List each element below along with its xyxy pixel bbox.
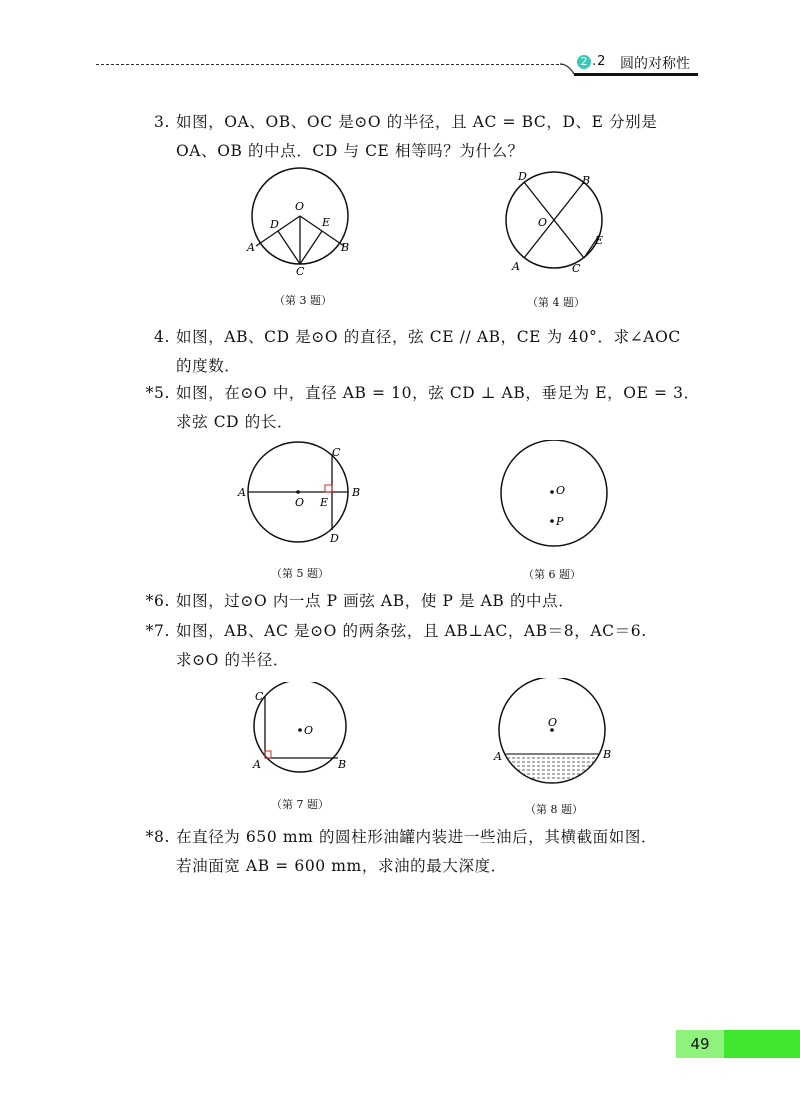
- caption-q4: （第 4 题）: [527, 296, 585, 309]
- caption-q7: （第 7 题）: [271, 798, 329, 811]
- label-P: P: [556, 515, 564, 528]
- label-C: C: [296, 265, 305, 278]
- problem-4: [140, 323, 720, 381]
- label-B: B: [341, 241, 350, 254]
- problem-text-line: 如图，在⊙O 中，直径 AB = 10，弦 CD ⊥ AB，垂足为 E，OE = 3．: [176, 384, 700, 402]
- problem-6: [140, 587, 720, 616]
- caption-q6: （第 6 题）: [523, 568, 581, 581]
- label-C: C: [572, 262, 581, 275]
- header-rule: [574, 73, 698, 76]
- caption-q3: （第 3 题）: [274, 294, 332, 307]
- label-E: E: [320, 496, 329, 509]
- problem-text-line: 如图，AB、AC 是⊙O 的两条弦，且 AB⊥AC，AB＝8，AC＝6.: [176, 622, 647, 640]
- problem-text-line: 如图，AB、CD 是⊙O 的直径，弦 CE // AB，CE 为 40°．求∠AOC: [176, 328, 681, 346]
- problem-text-line: 若油面宽 AB = 600 mm，求油的最大深度．: [176, 857, 507, 875]
- label-B: B: [352, 486, 361, 499]
- problem-text-line: 的度数．: [176, 357, 241, 375]
- label-O: O: [295, 200, 305, 213]
- problem-text-line: 求⊙O 的半径．: [176, 651, 289, 669]
- figure-q3: [244, 166, 364, 278]
- figure-q7: [248, 682, 358, 776]
- label-D: D: [330, 532, 339, 545]
- problem-text-line: 如图，过⊙O 内一点 P 画弦 AB，使 P 是 AB 的中点．: [176, 592, 575, 610]
- problem-number: 4.: [154, 328, 170, 346]
- problem-number: 3.: [154, 113, 170, 131]
- problem-text-line: 如图，OA、OB、OC 是⊙O 的半径，且 AC = BC，D、E 分别是: [176, 113, 658, 131]
- label-O: O: [538, 216, 548, 229]
- label-A: A: [512, 260, 520, 273]
- problem-text-line: 在直径为 650 mm 的圆柱形油罐内装进一些油后，其横截面如图．: [176, 828, 658, 846]
- label-D: D: [518, 170, 527, 183]
- problem-7: [140, 617, 720, 675]
- label-B: B: [582, 174, 591, 187]
- caption-q5: （第 5 题）: [271, 567, 329, 580]
- problem-8: [140, 823, 720, 881]
- section-number: .2: [592, 54, 607, 69]
- figure-q5: [236, 440, 370, 552]
- label-B: B: [603, 748, 612, 761]
- label-E: E: [595, 234, 604, 247]
- label-O: O: [304, 724, 314, 737]
- label-C: C: [255, 690, 264, 703]
- label-B: B: [338, 758, 347, 771]
- label-O: O: [295, 496, 305, 509]
- problem-5: [140, 379, 720, 437]
- chapter-number-badge: 2: [577, 55, 591, 69]
- page-number-bar: [676, 1030, 800, 1058]
- label-E: E: [322, 216, 331, 229]
- problem-number: *8.: [145, 828, 170, 846]
- header-dashed-line: [96, 64, 564, 65]
- label-O: O: [548, 716, 558, 729]
- label-A: A: [238, 486, 246, 499]
- label-D: D: [270, 218, 279, 231]
- problem-number: *6.: [145, 592, 170, 610]
- problem-number: *5.: [145, 384, 170, 402]
- figure-q4: [500, 168, 620, 280]
- problem-text-line: OA、OB 的中点．CD 与 CE 相等吗？为什么？: [176, 142, 524, 160]
- caption-q8: （第 8 题）: [525, 803, 583, 816]
- section-title: 圆的对称性: [620, 56, 690, 72]
- page-number: 49: [676, 1030, 724, 1058]
- problem-number: *7.: [145, 622, 170, 640]
- problem-text-line: 求弦 CD 的长．: [176, 413, 294, 431]
- problem-3: [140, 108, 720, 166]
- label-O: O: [556, 484, 566, 497]
- figure-q6: [498, 440, 616, 552]
- label-A: A: [247, 241, 255, 254]
- label-A: A: [494, 750, 502, 763]
- label-A: A: [253, 758, 261, 771]
- label-C: C: [332, 446, 341, 459]
- figure-q8: [492, 678, 616, 790]
